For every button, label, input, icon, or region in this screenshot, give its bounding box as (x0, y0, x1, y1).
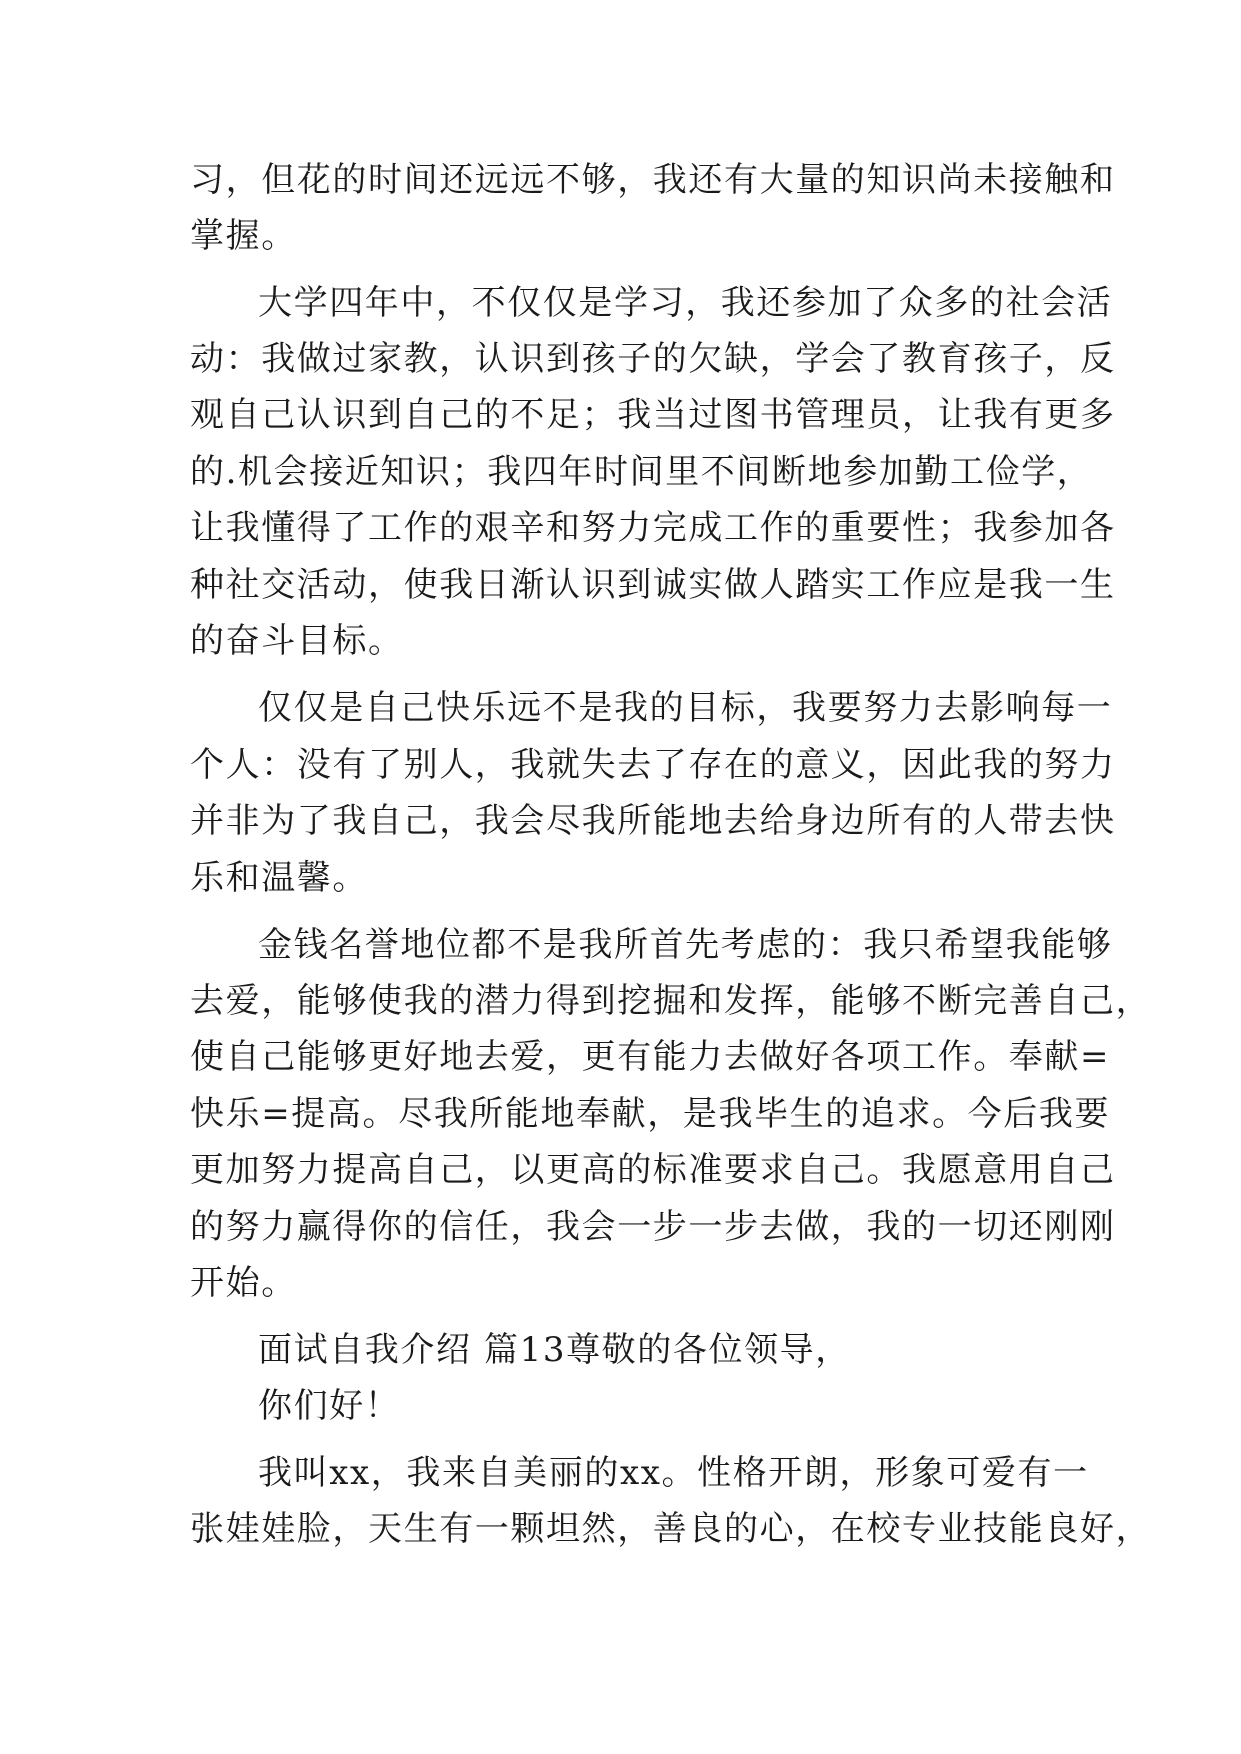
greeting-line: 你们好！ (258, 1386, 401, 1426)
text-line: 的.机会接近知识；我四年时间里不间断地参加勤工俭学， (190, 452, 1093, 492)
text-line: 种社交活动，使我日渐认识到诚实做人踏实工作应是我一生 (190, 565, 1116, 605)
text-line: 掌握。 (190, 216, 297, 256)
text-line: 乐和温馨。 (190, 858, 368, 898)
text-line: 去爱，能够使我的潜力得到挖掘和发挥，能够不断完善自己， (190, 981, 1152, 1021)
text-line: 快乐=提高。尽我所能地奉献，是我毕生的追求。今后我要 (190, 1094, 1111, 1134)
text-line: 让我懂得了工作的艰辛和努力完成工作的重要性；我参加各 (190, 508, 1116, 548)
text-line: 的努力赢得你的信任，我会一步一步去做，我的一切还刚刚 (190, 1207, 1116, 1247)
text-line: 观自己认识到自己的不足；我当过图书管理员，让我有更多 (190, 395, 1116, 435)
text-line: 使自己能够更好地去爱，更有能力去做好各项工作。奉献= (190, 1037, 1111, 1077)
text-line: 动：我做过家教，认识到孩子的欠缺，学会了教育孩子，反 (190, 339, 1116, 379)
text-line: 开始。 (190, 1263, 297, 1303)
text-line: 张娃娃脸，天生有一颗坦然，善良的心，在校专业技能良好， (190, 1509, 1152, 1549)
paragraph-first-line: 我叫xx，我来自美丽的xx。性格开朗，形象可爱有一 (258, 1453, 1089, 1493)
section-heading: 面试自我介绍 篇13尊敬的各位领导， (258, 1330, 851, 1370)
text-line: 并非为了我自己，我会尽我所能地去给身边所有的人带去快 (190, 801, 1116, 841)
text-line: 习，但花的时间还远远不够，我还有大量的知识尚未接触和 (190, 160, 1116, 200)
text-line: 更加努力提高自己，以更高的标准要求自己。我愿意用自己 (190, 1150, 1116, 1190)
text-line: 的奋斗目标。 (190, 621, 404, 661)
paragraph-first-line: 大学四年中，不仅仅是学习，我还参加了众多的社会活 (258, 283, 1113, 323)
paragraph-first-line: 金钱名誉地位都不是我所首先考虑的：我只希望我能够 (258, 925, 1113, 965)
paragraph-first-line: 仅仅是自己快乐远不是我的目标，我要努力去影响每一 (258, 688, 1113, 728)
text-line: 个人：没有了别人，我就失去了存在的意义，因此我的努力 (190, 745, 1116, 785)
